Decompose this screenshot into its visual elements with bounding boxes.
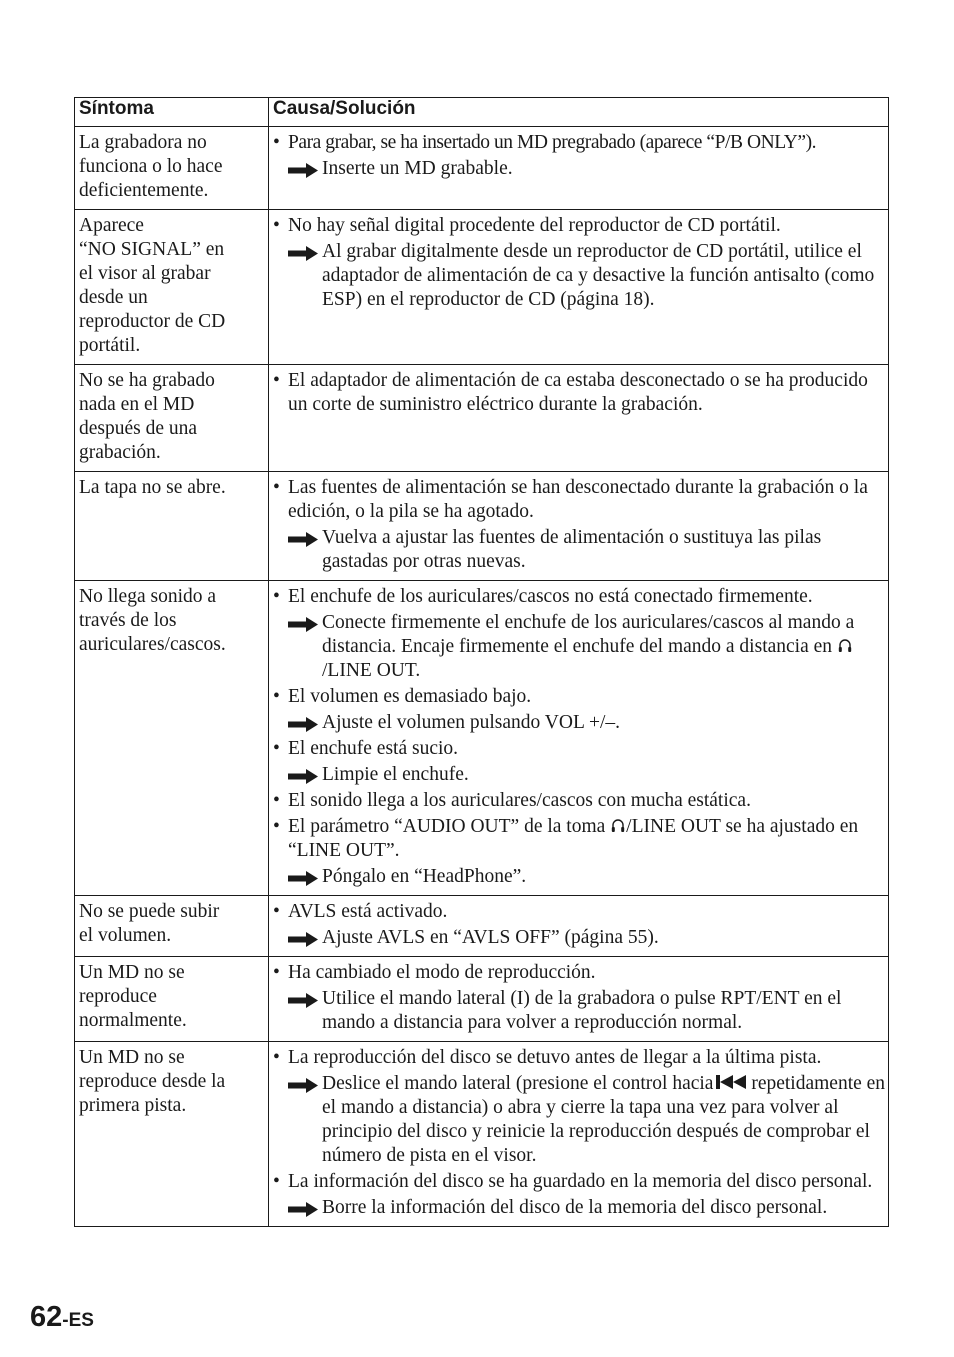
right-arrow-icon: [288, 717, 318, 732]
page-number-value: 62: [30, 1301, 63, 1333]
solution: [288, 926, 886, 950]
cause-text: La información del disco se ha guardado en la memoria del disco personal.: [288, 1171, 873, 1192]
table-row: [75, 1042, 889, 1227]
symptom-cell: No se puede subir el volumen.: [75, 896, 269, 957]
bullet-icon: •: [273, 370, 280, 391]
cause-item: [273, 476, 886, 574]
cause-item: [273, 737, 886, 787]
cause-text: AVLS está activado.: [288, 901, 448, 922]
cause-item: [273, 585, 886, 683]
cause-cell: [269, 957, 889, 1042]
solution-text: Conecte firmemente el enchufe de los auriculares/cascos al mando a distancia. Encaje firmemente el enchufe del mando a distancia en: [322, 612, 855, 657]
cause-item: [273, 815, 886, 889]
symptom-cell: No se ha grabado nada en el MD después de una grabación.: [75, 365, 269, 472]
cause-item: [273, 900, 886, 950]
bullet-icon: •: [273, 962, 280, 983]
right-arrow-icon: [288, 1078, 318, 1093]
cause-item: [273, 214, 886, 312]
cause-item: [273, 789, 886, 813]
headphones-icon: [838, 638, 852, 653]
solution-text: Vuelva a ajustar las fuentes de alimentación o sustituya las pilas gastadas por otras nuevas.: [322, 527, 822, 572]
solution-text: Ajuste el volumen pulsando VOL +/–.: [322, 712, 621, 733]
previous-track-icon: [716, 1075, 746, 1089]
solution-text: Inserte un MD grabable.: [322, 158, 513, 179]
cause-text: Las fuentes de alimentación se han desconectado durante la grabación o la edición, o la pila se ha agotado.: [288, 477, 868, 522]
table-row: [75, 957, 889, 1042]
cause-text: El enchufe está sucio.: [288, 738, 459, 759]
solution-text: repetidamente en el mando a distancia) o abra y cierre la tapa una vez para volver al principio del disco y reinicie la reproducción después de comprobar el número de pista en el visor.: [322, 1073, 886, 1166]
solution: [288, 611, 886, 683]
cause-text: El volumen es demasiado bajo.: [288, 686, 532, 707]
table-row: [75, 896, 889, 957]
table-row: [75, 210, 889, 365]
page-number: [30, 1301, 94, 1334]
bullet-icon: •: [273, 1171, 280, 1192]
right-arrow-icon: [288, 532, 318, 547]
solution: [288, 1072, 886, 1168]
right-arrow-icon: [288, 163, 318, 178]
table-row: [75, 365, 889, 472]
bullet-icon: •: [273, 901, 280, 922]
right-arrow-icon: [288, 932, 318, 947]
bullet-icon: •: [273, 738, 280, 759]
troubleshooting-table: [74, 97, 889, 1227]
solution-text: /LINE OUT.: [322, 660, 421, 681]
symptom-cell: La grabadora no funciona o lo hace deficientemente.: [75, 127, 269, 210]
table-row: [75, 581, 889, 896]
symptom-cell: La tapa no se abre.: [75, 472, 269, 581]
cause-item: [273, 685, 886, 735]
symptom-column-header: Síntoma: [75, 98, 269, 127]
solution: [288, 865, 886, 889]
solution: [288, 711, 886, 735]
cause-cell: [269, 581, 889, 896]
solution: [288, 763, 886, 787]
cause-item: [273, 1046, 886, 1168]
cause-text: /LINE OUT se ha ajustado en “LINE OUT”.: [288, 816, 859, 861]
bullet-icon: •: [273, 790, 280, 811]
symptom-cell: Un MD no se reproduce desde la primera pista.: [75, 1042, 269, 1227]
solution-text: Ajuste AVLS en “AVLS OFF” (página 55).: [322, 927, 659, 948]
cause-text: El enchufe de los auriculares/cascos no está conectado firmemente.: [288, 586, 813, 607]
symptom-cell: No llega sonido a través de los auriculares/cascos.: [75, 581, 269, 896]
headphones-icon: [611, 818, 625, 833]
cause-cell: [269, 896, 889, 957]
symptom-cell: Un MD no se reproduce normalmente.: [75, 957, 269, 1042]
solution-text: Limpie el enchufe.: [322, 764, 469, 785]
cause-cell: [269, 127, 889, 210]
cause-cell: [269, 210, 889, 365]
right-arrow-icon: [288, 871, 318, 886]
bullet-icon: •: [273, 132, 280, 153]
cause-cell: [269, 365, 889, 472]
bullet-icon: •: [273, 816, 280, 837]
table-row: [75, 127, 889, 210]
cause-item: [273, 961, 886, 1035]
solution: [288, 526, 886, 574]
bullet-icon: •: [273, 686, 280, 707]
cause-item: [273, 369, 886, 417]
solution: [288, 987, 886, 1035]
bullet-icon: •: [273, 215, 280, 236]
solution-text: Utilice el mando lateral (I) de la grabadora o pulse RPT/ENT en el mando a distancia para volver a reproducción normal.: [322, 988, 842, 1033]
solution-text: Al grabar digitalmente desde un reproductor de CD portátil, utilice el adaptador de alimentación de ca y desactive la función antisalto (como ESP) en el reproductor de CD (página 18).: [322, 241, 875, 310]
right-arrow-icon: [288, 993, 318, 1008]
bullet-icon: •: [273, 586, 280, 607]
right-arrow-icon: [288, 769, 318, 784]
cause-item: [273, 131, 886, 181]
cause-text: El adaptador de alimentación de ca estaba desconectado o se ha producido un corte de suministro eléctrico durante la grabación.: [288, 370, 868, 415]
right-arrow-icon: [288, 1202, 318, 1217]
right-arrow-icon: [288, 617, 318, 632]
symptom-cell: Aparece “NO SIGNAL” en el visor al grabar desde un reproductor de CD portátil.: [75, 210, 269, 365]
solution-text: Deslice el mando lateral (presione el control hacia: [322, 1073, 714, 1094]
cause-text: La reproducción del disco se detuvo antes de llegar a la última pista.: [288, 1047, 822, 1068]
solution-text: Póngalo en “HeadPhone”.: [322, 866, 527, 887]
cause-cell: [269, 1042, 889, 1227]
cause-text: El sonido llega a los auriculares/cascos con mucha estática.: [288, 790, 751, 811]
page-language-suffix: -ES: [62, 1310, 94, 1331]
bullet-icon: •: [273, 1047, 280, 1068]
table-row: [75, 472, 889, 581]
solution: [288, 157, 886, 181]
cause-text: Ha cambiado el modo de reproducción.: [288, 962, 596, 983]
solution-text: Borre la información del disco de la memoria del disco personal.: [322, 1197, 828, 1218]
solution: [288, 240, 886, 312]
cause-item: [273, 1170, 886, 1220]
cause-text: No hay señal digital procedente del reproductor de CD portátil.: [288, 215, 781, 236]
right-arrow-icon: [288, 246, 318, 261]
cause-text: El parámetro “AUDIO OUT” de la toma: [288, 816, 611, 837]
cause-cell: [269, 472, 889, 581]
table-header-row: [75, 98, 889, 127]
bullet-icon: •: [273, 477, 280, 498]
cause-column-header: Causa/Solución: [269, 98, 889, 127]
solution: [288, 1196, 886, 1220]
cause-text: Para grabar, se ha insertado un MD pregrabado (aparece “P/B ONLY”).: [288, 132, 817, 153]
